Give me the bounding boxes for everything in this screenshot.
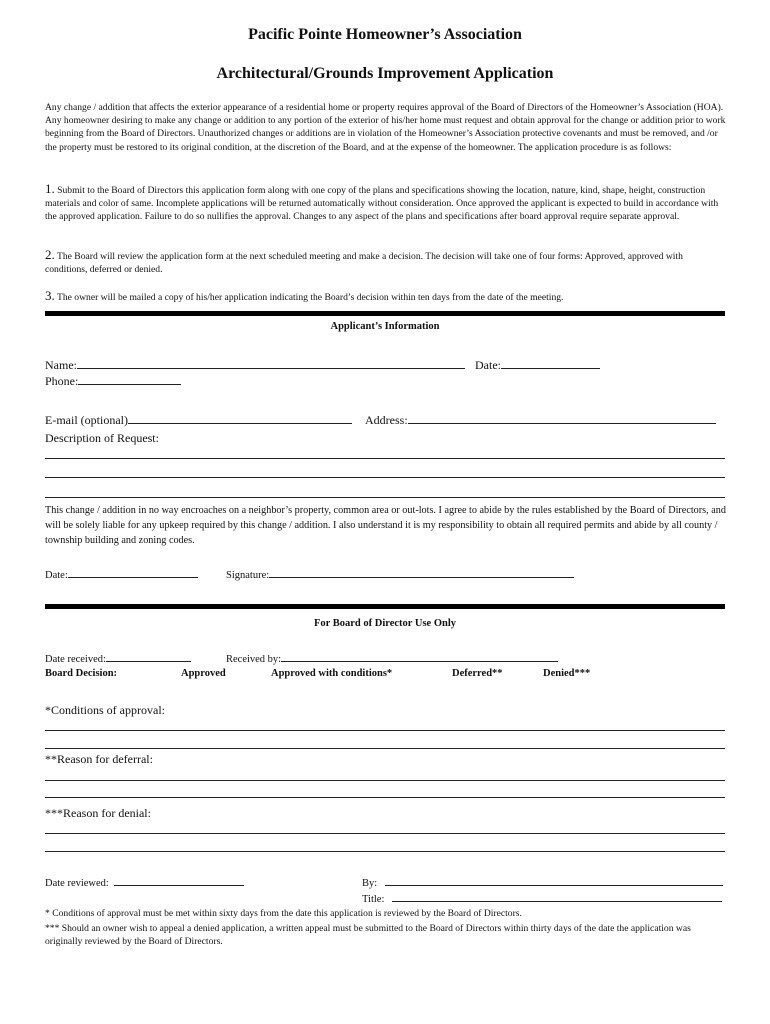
date-received-field[interactable] bbox=[106, 651, 191, 662]
step-3 bbox=[45, 289, 727, 304]
address-label: Address: bbox=[365, 413, 408, 427]
footnote-appeal: *** Should an owner wish to appeal a denied application, a written appeal must be submitted to the Board of Directors within thirty days of the date the application was originally reviewed by the Board of Directors. bbox=[45, 923, 691, 948]
step-1-number: 1. bbox=[45, 181, 55, 196]
date-reviewed-field[interactable] bbox=[114, 875, 244, 886]
title-label: Title: bbox=[362, 894, 385, 905]
step-2-text: The Board will review the application form at the next scheduled meeting and make a decision. The decision will take one of four forms: Approved, approved with conditions, deferred or denied. bbox=[45, 251, 683, 276]
received-by-field[interactable] bbox=[281, 651, 558, 662]
step-1 bbox=[45, 182, 727, 224]
date-reviewed-row bbox=[45, 875, 244, 889]
step-3-text: The owner will be mailed a copy of his/her application indicating the Board’s decision within ten days from the date of the meeting. bbox=[56, 292, 564, 303]
received-by-label: Received by: bbox=[226, 654, 282, 665]
date-received-label: Date received: bbox=[45, 654, 106, 665]
by-row bbox=[362, 875, 723, 889]
applicant-heading: Applicant’s Information bbox=[330, 321, 440, 332]
deferral-label: **Reason for deferral: bbox=[45, 752, 153, 766]
by-field[interactable] bbox=[385, 875, 723, 886]
date-reviewed-label: Date reviewed: bbox=[45, 878, 109, 889]
association-title: Pacific Pointe Homeowner’s Association bbox=[248, 26, 522, 43]
signature-row bbox=[226, 567, 574, 581]
phone-label: Phone: bbox=[45, 374, 79, 388]
conditions-line[interactable] bbox=[45, 748, 725, 749]
sign-date-row bbox=[45, 567, 198, 581]
intro-paragraph: Any change / addition that affects the exterior appearance of a residential home or property requires approval of the Board of Directors of the Homeowner’s Association (HOA). Any homeowner desiring to make any change or addition to any portion of the exterior of his/her home must request and obtain approval for the change or addition prior to work beginning from the Board of Directors. Unauthorized changes or additions are in violation of the Homeowner’s Association protective covenants and must be removed, and /or the property must be restored to its original condition, at the discretion of the Board, and at the expense of the homeowner. The application procedure is as follows: bbox=[45, 102, 726, 153]
phone-field[interactable] bbox=[78, 372, 181, 385]
sign-date-label: Date: bbox=[45, 570, 68, 581]
denial-label: ***Reason for denial: bbox=[45, 806, 151, 820]
step-3-number: 3. bbox=[45, 288, 55, 303]
title-row bbox=[362, 891, 722, 905]
step-2-number: 2. bbox=[45, 247, 55, 262]
name-field[interactable] bbox=[77, 356, 465, 369]
date-received-row bbox=[45, 651, 191, 665]
email-field[interactable] bbox=[128, 411, 352, 424]
address-field[interactable] bbox=[408, 411, 716, 424]
section-divider-applicant bbox=[45, 311, 725, 316]
step-1-text: Submit to the Board of Directors this application form along with one copy of the plans and specifications showing the location, nature, kind, shape, height, construction materials and color of same. Incomplete applications will be returned automatically without consideration. Once approved the applicant is expected to build in accordance with the approved application. Failure to do so nullifies the approval. Changes to any aspect of the plans and specifications after board approval require separate approval. bbox=[45, 185, 719, 223]
deferral-line[interactable] bbox=[45, 797, 725, 798]
description-line[interactable] bbox=[45, 458, 725, 459]
phone-row bbox=[45, 372, 181, 389]
name-label: Name: bbox=[45, 358, 77, 372]
option-approved[interactable]: Approved bbox=[181, 668, 226, 679]
email-row bbox=[45, 411, 352, 428]
conditions-label: *Conditions of approval: bbox=[45, 703, 165, 717]
date-row bbox=[475, 356, 600, 373]
received-by-row bbox=[226, 651, 558, 665]
signature-label: Signature: bbox=[226, 570, 270, 581]
conditions-line[interactable] bbox=[45, 730, 725, 731]
title-field[interactable] bbox=[392, 891, 722, 902]
denial-line[interactable] bbox=[45, 851, 725, 852]
option-denied[interactable]: Denied*** bbox=[543, 668, 591, 679]
section-divider-board bbox=[45, 604, 725, 609]
board-decision-label: Board Decision: bbox=[45, 668, 118, 679]
step-2 bbox=[45, 248, 727, 276]
footnote-conditions: * Conditions of approval must be met within sixty days from the date this application is reviewed by the Board of Directors. bbox=[45, 908, 522, 919]
by-label: By: bbox=[362, 878, 378, 889]
description-line[interactable] bbox=[45, 497, 725, 498]
email-label: E-mail (optional) bbox=[45, 413, 128, 427]
option-deferred[interactable]: Deferred** bbox=[452, 668, 503, 679]
description-label: Description of Request: bbox=[45, 431, 159, 445]
sign-date-field[interactable] bbox=[68, 567, 198, 578]
address-row bbox=[365, 411, 716, 428]
deferral-line[interactable] bbox=[45, 780, 725, 781]
agreement-text: This change / addition in no way encroaches on a neighbor’s property, common area or out-lots. I agree to abide by the rules established by the Board of Directors, and will be solely liable for any upkeep required by this change / addition. I also understand it is my responsibility to obtain all required permits and abide by all county / township building and zoning codes. bbox=[45, 505, 726, 546]
board-heading: For Board of Director Use Only bbox=[313, 618, 457, 629]
signature-field[interactable] bbox=[269, 567, 574, 578]
date-field[interactable] bbox=[501, 356, 600, 369]
form-title: Architectural/Grounds Improvement Application bbox=[216, 65, 554, 82]
name-row bbox=[45, 356, 465, 373]
date-label: Date: bbox=[475, 358, 501, 372]
denial-line[interactable] bbox=[45, 833, 725, 834]
description-line[interactable] bbox=[45, 477, 725, 478]
option-approved-with-conditions[interactable]: Approved with conditions* bbox=[271, 668, 393, 679]
